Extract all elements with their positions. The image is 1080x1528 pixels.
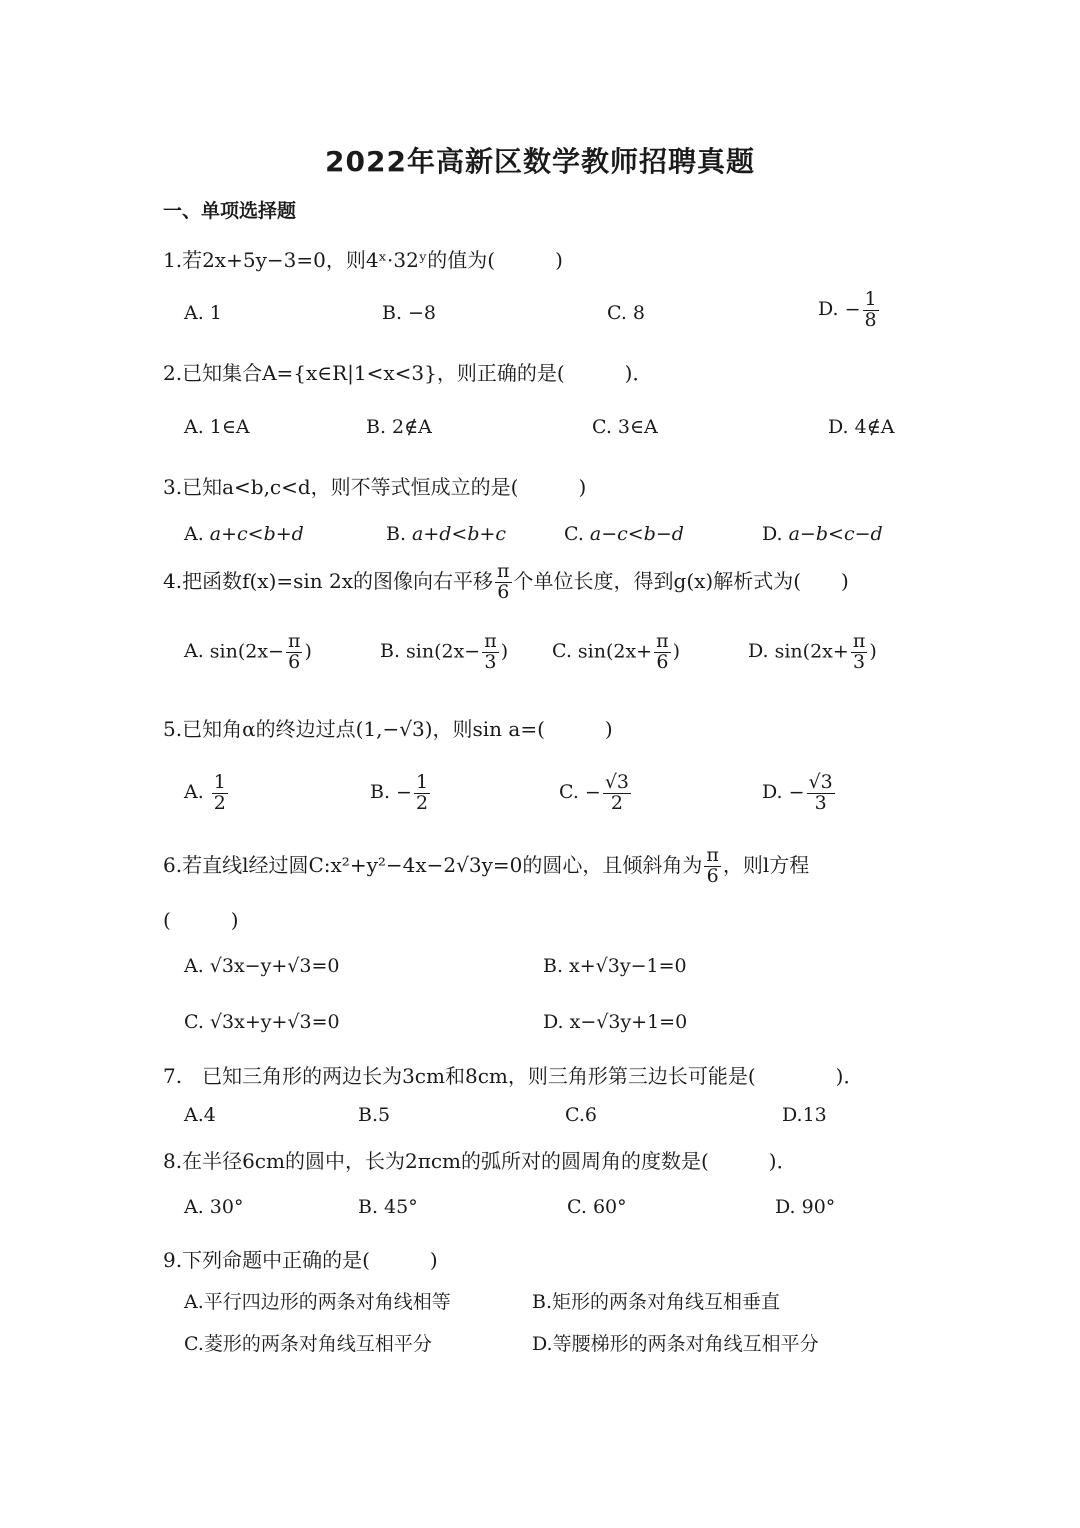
option-label: A. — [184, 416, 204, 438]
option-text: 1 — [209, 302, 222, 324]
question-1-stem: 1.若2x+5y−3=0，则4ˣ·32ʸ的值为( ) — [163, 248, 563, 272]
fraction-numerator: π — [484, 630, 497, 652]
option-label: B. — [380, 640, 401, 663]
option-text: −8 — [408, 302, 437, 324]
stem-text: 个单位长度，得到g(x)解析式为( ) — [513, 568, 849, 593]
fraction-numerator: √3 — [604, 771, 630, 793]
option-text: √3x+y+√3=0 — [209, 1011, 340, 1033]
fraction-denominator: 3 — [484, 650, 497, 673]
option-fraction — [603, 773, 631, 814]
stem-text: ，则l方程 — [722, 852, 810, 877]
option-fraction — [414, 773, 430, 814]
question-5-option-b — [370, 773, 432, 814]
option-text: ) — [304, 640, 312, 663]
option-label: A. — [184, 302, 204, 324]
option-fraction — [654, 632, 671, 673]
option-text: √3x−y+√3=0 — [209, 955, 340, 977]
question-4-option-a — [184, 632, 312, 673]
question-3-option-b — [386, 523, 506, 545]
option-label: D. — [748, 640, 769, 663]
question-6-option-c — [184, 1011, 340, 1033]
question-8-option-c: C. 60° — [567, 1196, 627, 1218]
fraction-denominator: 2 — [415, 791, 429, 814]
question-1-option-b — [382, 302, 436, 324]
option-text: a−b<c−d — [788, 523, 883, 545]
question-1-option-a — [184, 302, 222, 324]
question-2-option-c — [592, 416, 658, 438]
fraction-numerator: √3 — [808, 771, 833, 793]
option-sign: − — [584, 781, 601, 804]
question-4-option-c — [552, 632, 680, 673]
option-fraction — [286, 632, 303, 673]
option-label: D. — [543, 1011, 564, 1033]
option-text: x+√3y−1=0 — [569, 955, 687, 977]
option-text: a+d<b+c — [412, 523, 507, 545]
option-fraction — [482, 632, 499, 673]
fraction-numerator: π — [656, 630, 669, 652]
question-1-option-d — [818, 290, 881, 331]
option-text: 1∈A — [209, 416, 250, 438]
question-6-stem — [163, 846, 809, 887]
option-label: B. — [366, 416, 387, 438]
option-label: C. — [552, 640, 572, 663]
option-label: D. — [828, 416, 849, 438]
option-fraction — [807, 773, 835, 814]
stem-fraction — [704, 846, 721, 887]
question-4-option-d — [748, 632, 877, 673]
option-label: C. — [559, 781, 579, 804]
question-8-option-d: D. 90° — [775, 1196, 836, 1218]
option-label: B. — [543, 955, 564, 977]
option-text: ) — [869, 640, 877, 663]
option-text: sin(2x+ — [774, 640, 849, 663]
question-6-option-a — [184, 955, 339, 977]
question-5-option-d — [762, 773, 837, 814]
question-8-option-a: A. 30° — [184, 1196, 244, 1218]
question-9-option-a: A.平行四边形的两条对角线相等 — [184, 1291, 451, 1313]
option-text: 4∉A — [854, 416, 895, 438]
option-text: x−√3y+1=0 — [569, 1011, 688, 1033]
option-fraction — [851, 632, 868, 673]
question-2-option-a — [184, 416, 250, 438]
question-2-option-d — [828, 416, 894, 438]
option-text: sin(2x− — [406, 640, 481, 663]
fraction-numerator: π — [706, 844, 719, 866]
fraction-numerator: π — [287, 630, 301, 652]
option-label: A. — [184, 955, 204, 977]
question-4-stem — [163, 562, 849, 603]
option-text: 3∈A — [617, 416, 658, 438]
question-8-stem: 8.在半径6cm的圆中，长为2πcm的弧所对的圆周角的度数是( )． — [163, 1149, 797, 1173]
question-3-option-d — [762, 523, 883, 545]
stem-fraction — [495, 562, 512, 603]
question-8-option-b: B. 45° — [358, 1196, 418, 1218]
question-7-option-b: B.5 — [358, 1104, 391, 1126]
question-3-option-a — [184, 523, 304, 545]
option-label: A. — [184, 781, 204, 804]
fraction-denominator: 3 — [814, 791, 827, 814]
question-1-option-c — [607, 302, 645, 324]
question-9-option-b: B.矩形的两条对角线互相垂直 — [532, 1291, 781, 1313]
question-5-option-a — [184, 773, 230, 814]
question-7-option-c: C.6 — [565, 1104, 597, 1126]
option-text: ) — [500, 640, 509, 663]
question-9-option-d: D.等腰梯形的两条对角线互相平分 — [532, 1333, 819, 1355]
option-text: sin(2x+ — [577, 640, 653, 663]
option-sign: − — [844, 298, 861, 321]
option-label: C. — [607, 302, 627, 324]
option-label: C. — [592, 416, 612, 438]
question-6-option-d — [543, 1011, 687, 1033]
option-text: sin(2x− — [209, 640, 284, 663]
fraction-numerator: π — [497, 560, 510, 582]
option-label: C. — [564, 523, 584, 545]
option-label: D. — [818, 298, 839, 321]
page-title: 2022年高新区数学教师招聘真题 — [325, 145, 755, 178]
option-sign: − — [788, 781, 805, 804]
question-3-option-c — [564, 523, 684, 545]
fraction-denominator: 6 — [288, 650, 301, 673]
fraction-denominator: 3 — [853, 650, 866, 673]
fraction-denominator: 8 — [864, 308, 877, 331]
section-heading: 一、单项选择题 — [163, 200, 297, 222]
question-2-option-b — [366, 416, 432, 438]
option-label: D. — [762, 523, 783, 545]
option-fraction — [863, 290, 879, 331]
fraction-denominator: 6 — [656, 650, 669, 673]
option-text: ) — [672, 640, 681, 663]
question-5-option-c — [559, 773, 633, 814]
fraction-denominator: 6 — [706, 864, 719, 887]
option-fraction — [212, 773, 228, 814]
question-7-option-a: A.4 — [184, 1104, 216, 1126]
option-label: B. — [382, 302, 403, 324]
option-label: C. — [184, 1011, 204, 1033]
option-label: B. — [386, 523, 407, 545]
option-label: A. — [184, 640, 204, 663]
question-9-option-c: C.菱形的两条对角线互相平分 — [184, 1333, 432, 1355]
option-label: D. — [762, 781, 783, 804]
question-3-stem: 3.已知a<b,c<d，则不等式恒成立的是( ) — [163, 475, 587, 499]
option-text: a−c<b−d — [589, 523, 684, 545]
option-sign: − — [396, 781, 412, 804]
stem-text: 4.把函数f(x)=sin 2x的图像向右平移 — [163, 568, 494, 593]
question-5-stem: 5.已知角α的终边过点(1,−√3)，则sin a=( ) — [163, 717, 613, 741]
fraction-numerator: 1 — [213, 771, 226, 793]
option-text: 2∉A — [392, 416, 432, 438]
question-9-stem: 9.下列命题中正确的是( ) — [163, 1248, 438, 1272]
question-6-option-b — [543, 955, 687, 977]
option-label: B. — [370, 781, 391, 804]
fraction-numerator: 1 — [415, 771, 429, 793]
option-text: 8 — [632, 302, 645, 324]
fraction-denominator: 6 — [497, 580, 510, 603]
option-text: a+c<b+d — [209, 523, 304, 545]
fraction-numerator: π — [852, 630, 866, 652]
question-2-stem: 2.已知集合A={x∈R|1<x<3}，则正确的是( )． — [163, 361, 653, 385]
fraction-denominator: 2 — [213, 791, 226, 814]
question-6-stem-line2: ( ) — [163, 908, 239, 932]
stem-text: 6.若直线l经过圆C:x²+y²−4x−2√3y=0的圆心，且倾斜角为 — [163, 852, 703, 877]
question-7-option-d: D.13 — [782, 1104, 827, 1126]
option-label: A. — [184, 523, 204, 545]
fraction-denominator: 2 — [610, 791, 623, 814]
question-4-option-b — [380, 632, 508, 673]
question-7-stem: 7. 已知三角形的两边长为3cm和8cm，则三角形第三边长可能是( )． — [163, 1064, 864, 1088]
fraction-numerator: 1 — [864, 288, 877, 310]
